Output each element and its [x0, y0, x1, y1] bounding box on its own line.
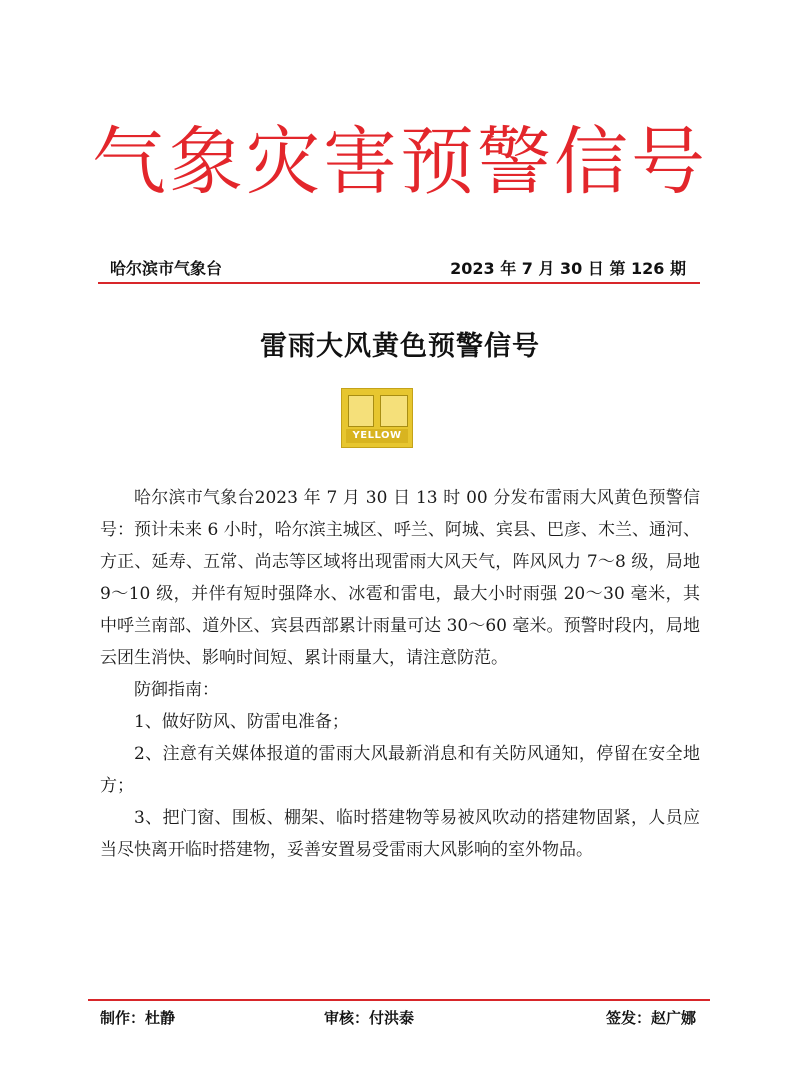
paragraph-guide-2: 2、注意有关媒体报道的雷雨大风最新消息和有关防风通知，停留在安全地方；	[100, 744, 700, 796]
paragraph-announcement: 哈尔滨市气象台2023 年 7 月 30 日 13 时 00 分发布雷雨大风黄色预警信号：预计未来 6 小时，哈尔滨主城区、呼兰、阿城、宾县、巴彦、木兰、通河、方正、延寿、五常、尚志等区域将出现雷雨大风天气，阵风风力 7～8 级，局地 9～10 级，并伴有短时强降水、冰雹和雷电，最大小时雨强 20～30 毫米，其中呼兰南部、道外区、宾县西部累计雨量可达 30～60 毫米。预警时段内，局地云团生消快、影响时间短、累计雨量大，请注意防范。	[100, 488, 700, 668]
footer-row	[98, 1007, 710, 1031]
footer-maker: 制作：杜静	[100, 1009, 176, 1027]
issuer-name: 哈尔滨市气象台	[110, 259, 223, 278]
paragraph-guide-3: 3、把门窗、围板、棚架、临时搭建物等易被风吹动的搭建物固紧，人员应当尽快离开临时搭建物，妥善安置易受雷雨大风影响的室外物品。	[100, 808, 700, 860]
header-divider	[98, 282, 700, 284]
body-text	[100, 482, 700, 866]
yellow-warning-signal-icon	[341, 388, 413, 448]
footer-reviewer: 审核：付洪泰	[324, 1009, 415, 1027]
masthead-title: 气象灾害预警信号	[92, 119, 708, 205]
signal-title: 雷雨大风黄色预警信号	[260, 331, 540, 362]
footer-divider	[88, 999, 710, 1001]
paragraph-guide-heading: 防御指南：	[134, 680, 219, 700]
wind-panel-icon	[380, 395, 408, 427]
paragraph-guide-1: 1、做好防风、防雷电准备；	[134, 712, 349, 732]
signal-icon-label: YELLOW	[346, 429, 408, 443]
footer-signer: 签发：赵广娜	[605, 1009, 696, 1027]
issuer-row	[98, 256, 700, 280]
issue-date: 2023 年 7 月 30 日 第 126 期	[450, 259, 686, 278]
lightning-panel-icon	[348, 395, 374, 427]
